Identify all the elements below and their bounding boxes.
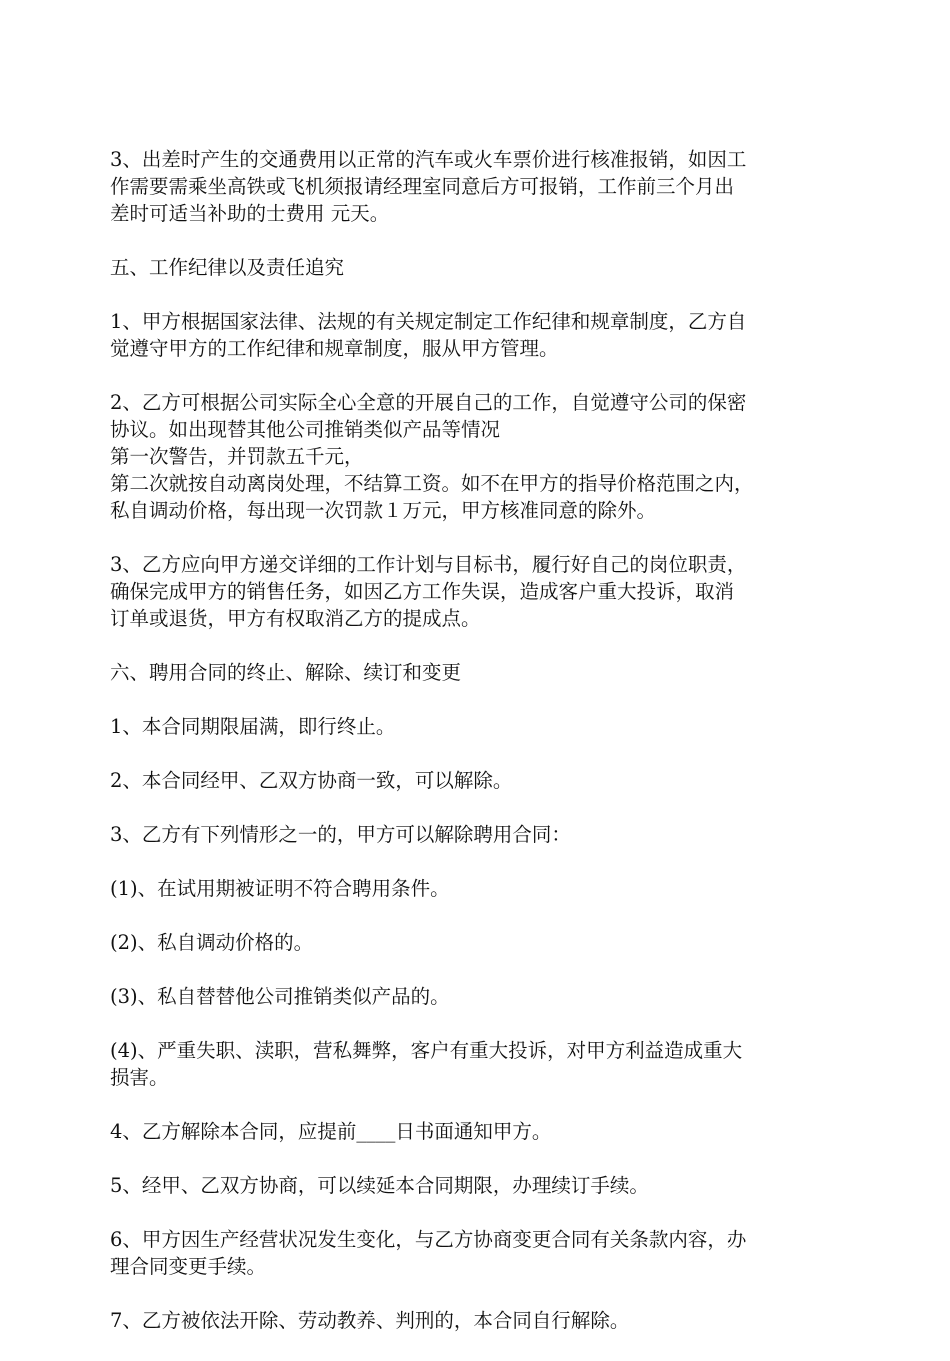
text-line: 作需要需乘坐高铁或飞机须报请经理室同意后方可报销，工作前三个月出 (110, 175, 735, 198)
paragraph (110, 929, 855, 956)
text-line: 第一次警告，并罚款五千元， (110, 445, 364, 468)
document-body (110, 146, 855, 1361)
paragraph (110, 389, 855, 524)
paragraph (110, 983, 855, 1010)
paragraph (110, 767, 855, 794)
paragraph (110, 713, 855, 740)
paragraph (110, 659, 855, 686)
text-line: 私自调动价格，每出现一次罚款１万元，甲方核准同意的除外。 (110, 499, 657, 522)
paragraph (110, 875, 855, 902)
text-line: 7、乙方被依法开除、劳动教养、判刑的，本合同自行解除。 (110, 1309, 630, 1332)
paragraph (110, 551, 855, 632)
text-line: 2、本合同经甲、乙双方协商一致，可以解除。 (110, 769, 513, 792)
text-line: 觉遵守甲方的工作纪律和规章制度，服从甲方管理。 (110, 337, 559, 360)
paragraph (110, 1037, 855, 1091)
text-line: 2、乙方可根据公司实际全心全意的开展自己的工作，自觉遵守公司的保密 (110, 391, 747, 414)
paragraph (110, 821, 855, 848)
text-line: 1、甲方根据国家法律、法规的有关规定制定工作纪律和规章制度，乙方自 (110, 310, 747, 333)
paragraph (110, 1226, 855, 1280)
text-line: 协议。如出现替其他公司推销类似产品等情况 (110, 418, 501, 441)
text-line: (1)、在试用期被证明不符合聘用条件。 (110, 877, 450, 900)
text-line: 4、乙方解除本合同，应提前____日书面通知甲方。 (110, 1120, 552, 1143)
paragraph (110, 254, 855, 281)
paragraph (110, 1307, 855, 1334)
text-line: 1、本合同期限届满，即行终止。 (110, 715, 396, 738)
text-line: 3、出差时产生的交通费用以正常的汽车或火车票价进行核准报销，如因工 (110, 148, 747, 171)
paragraph (110, 1172, 855, 1199)
text-line: 第二次就按自动离岗处理，不结算工资。如不在甲方的指导价格范围之内， (110, 472, 754, 495)
text-line: 6、甲方因生产经营状况发生变化，与乙方协商变更合同有关条款内容，办 (110, 1228, 747, 1251)
text-line: 5、经甲、乙双方协商，可以续延本合同期限，办理续订手续。 (110, 1174, 649, 1197)
text-line: 订单或退货，甲方有权取消乙方的提成点。 (110, 607, 481, 630)
paragraph (110, 146, 855, 227)
text-line: 确保完成甲方的销售任务，如因乙方工作失误，造成客户重大投诉，取消 (110, 580, 735, 603)
paragraph (110, 1118, 855, 1145)
text-line: (2)、私自调动价格的。 (110, 931, 314, 954)
text-line: 五、工作纪律以及责任追究 (110, 256, 345, 279)
text-line: 损害。 (110, 1066, 169, 1089)
paragraph (110, 308, 855, 362)
text-line: 3、乙方应向甲方递交详细的工作计划与目标书，履行好自己的岗位职责， (110, 553, 747, 576)
text-line: (4)、严重失职、渎职，营私舞弊，客户有重大投诉，对甲方利益造成重大 (110, 1039, 743, 1062)
text-line: 3、乙方有下列情形之一的，甲方可以解除聘用合同： (110, 823, 571, 846)
text-line: 差时可适当补助的士费用 元天。 (110, 202, 390, 225)
text-line: 六、聘用合同的终止、解除、续订和变更 (110, 661, 462, 684)
text-line: (3)、私自替替他公司推销类似产品的。 (110, 985, 450, 1008)
text-line: 理合同变更手续。 (110, 1255, 267, 1278)
